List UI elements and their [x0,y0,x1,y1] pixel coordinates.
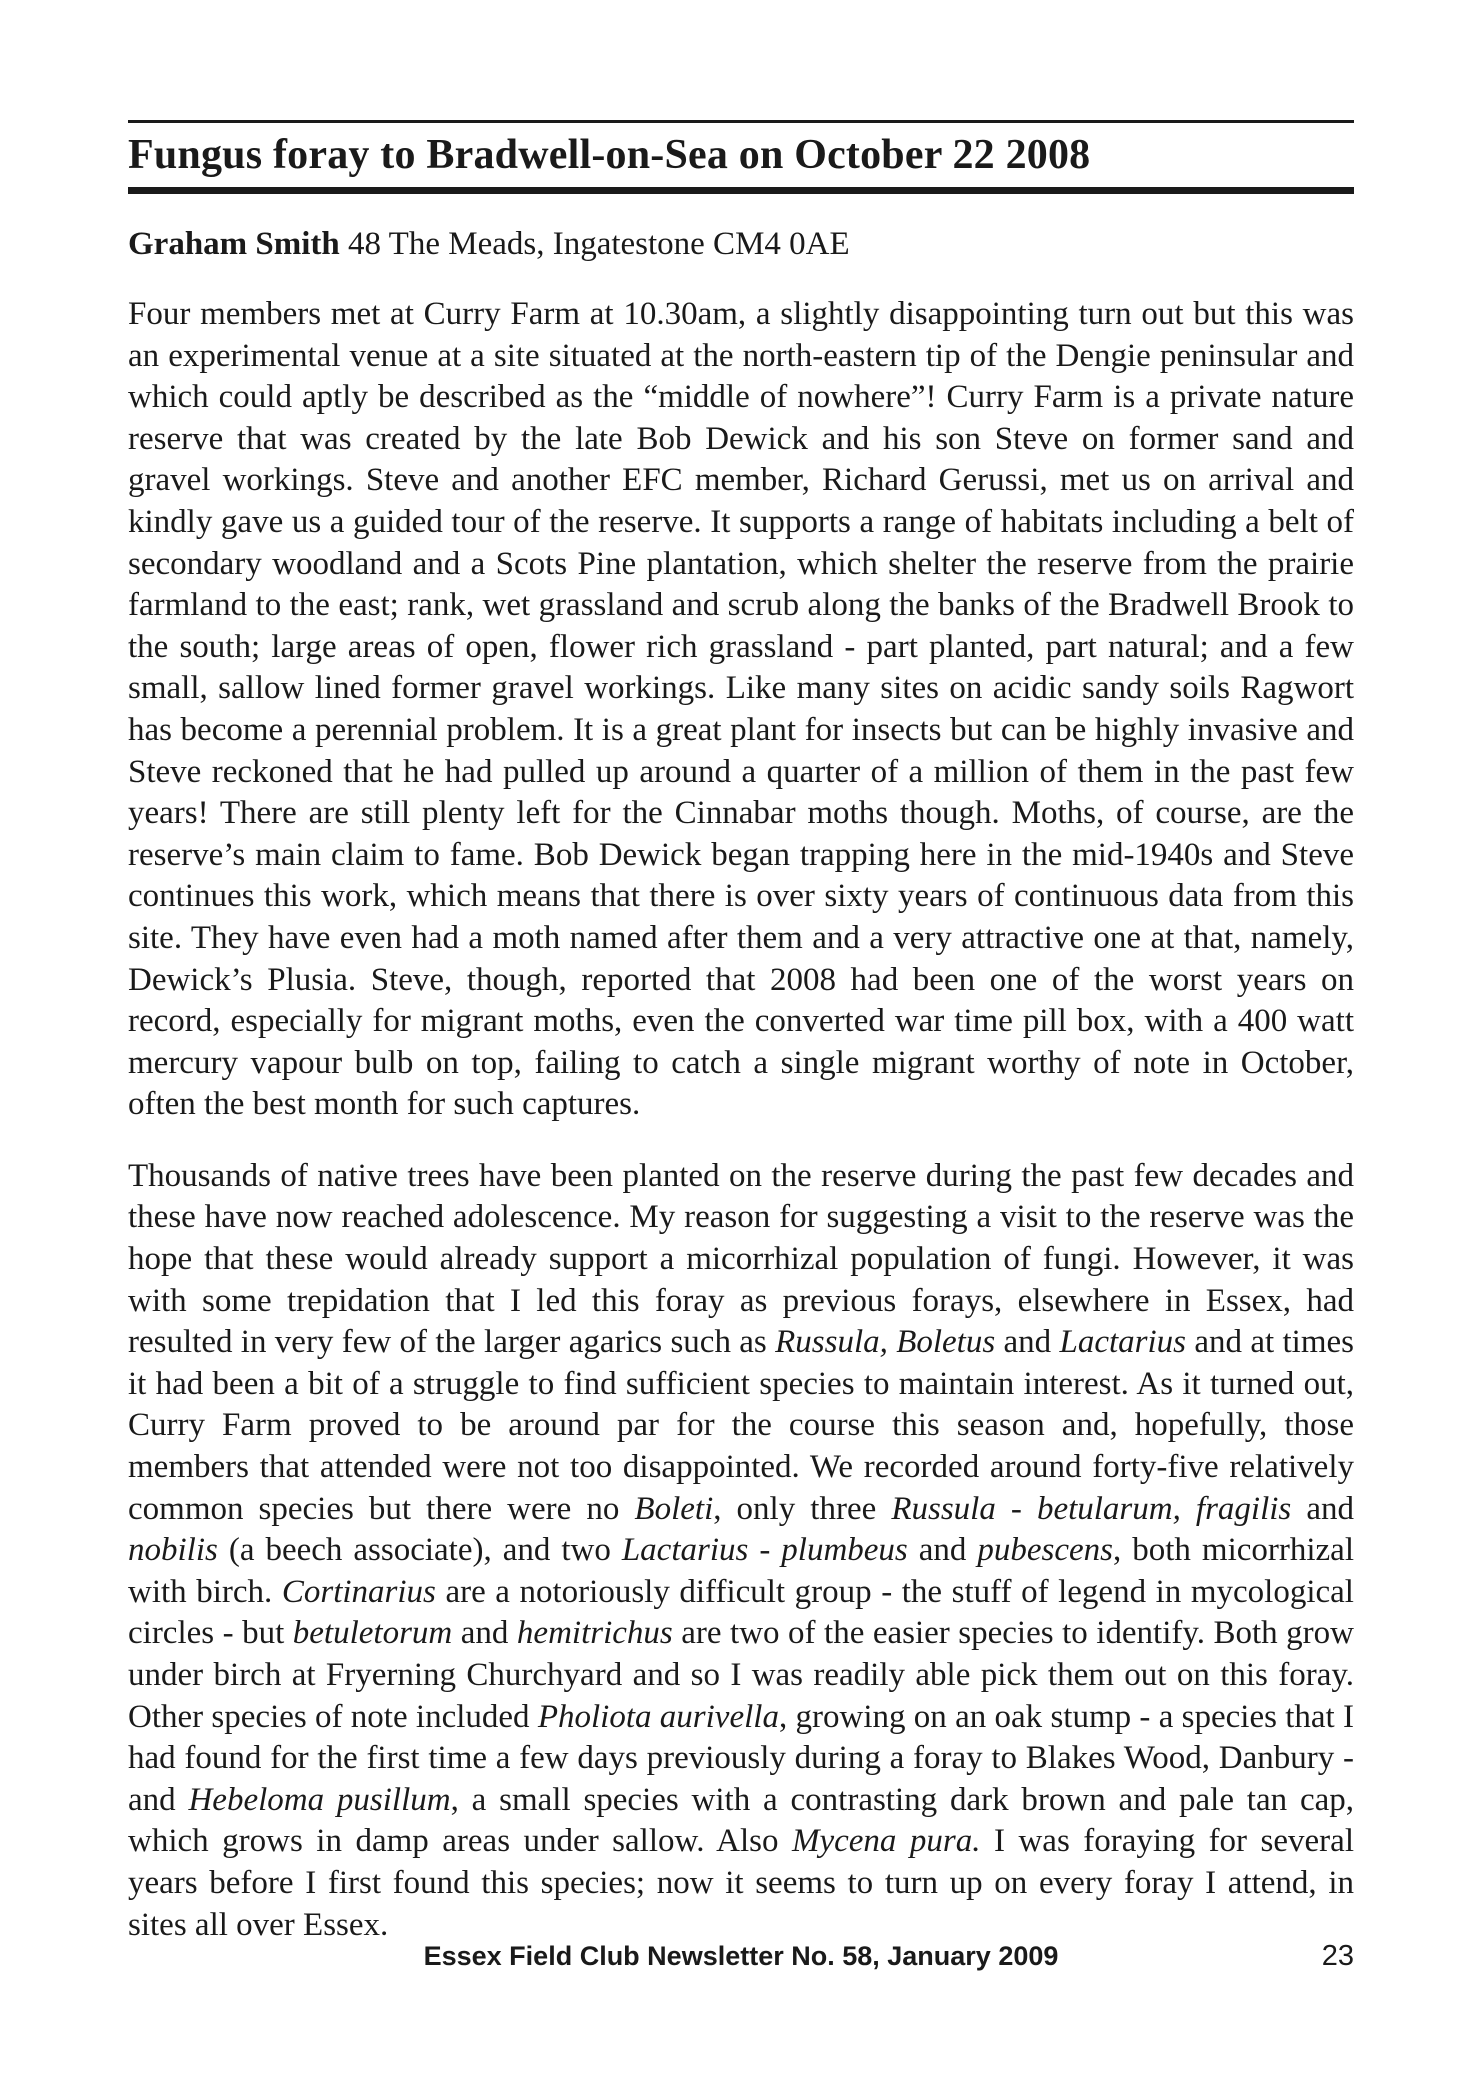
text-run: I was foraying for several years before I first found this species; now it seems to turn up on every foray I attend, in sites all over Essex. [128,1823,1354,1943]
species-name: Hebeloma pusillum [188,1781,451,1818]
text-run: , growing on an oak stump - a species that I had found for the first time a few days previously during a foray to Blakes Wood, Danbury - and [128,1698,1354,1818]
author-line [128,224,1354,264]
paragraph [128,294,1354,1126]
species-name: Boleti [634,1490,714,1527]
author-name: Graham Smith [128,226,340,262]
species-name: Russula, Boletus [775,1324,996,1361]
species-name: Lactarius [1059,1324,1187,1361]
text-run: are two of the easier species to identify. Both grow under birch at Fryerning Churchyard and so I was readily able pick them out on this foray. Other species of note included [128,1615,1354,1735]
text-run: and at times it had been a bit of a struggle to find sufficient species to maintain interest. As it turned out, Curry Farm proved to be around par for the course this season and, hopefully, those members that attended were not too disappointed. We recorded around forty-five relatively common species but there were no [128,1324,1354,1527]
page-number: 23 [1321,1940,1354,1972]
text-run: and [1291,1490,1354,1527]
species-name: Mycena pura. [791,1823,981,1860]
species-name: betuletorum [292,1615,453,1652]
species-name: hemitrichus [516,1615,673,1652]
species-name: pubescens [977,1532,1114,1569]
title-rule-top [128,120,1354,123]
text-run: (a beech associate), and two [217,1532,622,1569]
paragraph [128,1156,1354,1946]
article-page [128,120,1354,1946]
text-run: , both micorrhizal with birch. [128,1532,1355,1610]
article-title: Fungus foray to Bradwell-on-Sea on October 22 2008 [128,132,1091,178]
text-run: and [995,1324,1060,1361]
text-run: Four members met at Curry Farm at 10.30am, a slightly disappointing turn out but this was an experimental venue at a site situated at the north-eastern tip of the Dengie peninsular and which could aptly be described as the “middle of nowhere”! Curry Farm is a private nature reserve that was created by the late Bob Dewick and his son Steve on former sand and gravel workings. Steve and another EFC member, Richard Gerussi, met us on arrival and kindly gave us a guided tour of the reserve. It supports a range of habitats including a belt of secondary woodland and a Scots Pine plantation, which shelter the reserve from the prairie farmland to the east; rank, wet grassland and scrub along the banks of the Bradwell Brook to the south; large areas of open, flower rich grassland - part planted, part natural; and a few small, sallow lined former gravel workings. Like many sites on acidic sandy soils Ragwort has become a perennial problem. It is a great plant for insects but can be highly invasive and Steve reckoned that he had pulled up around a quarter of a million of them in the past few years! There are still plenty left for the Cinnabar moths though. Moths, of course, are the reserve’s main claim to fame. Bob Dewick began trapping here in the mid-1940s and Steve continues this work, which means that there is over sixty years of continuous data from this site. They have even had a moth named after them and a very attractive one at that, namely, Dewick’s Plusia. Steve, though, reported that 2008 had been one of the worst years on record, especially for migrant moths, even the converted war time pill box, with a 400 watt mercury vapour bulb on top, failing to catch a single migrant worthy of note in October, often the best month for such captures. [128,296,1354,1123]
text-run: , a small species with a contrasting dark brown and pale tan cap, which grows in damp areas under sallow. Also [128,1781,1354,1860]
text-run: and [907,1532,978,1569]
text-run: are a notoriously difficult group - the stuff of legend in mycological circles - but [128,1573,1354,1652]
species-name: nobilis [128,1532,218,1569]
species-name: Cortinarius [281,1573,436,1610]
species-name: Lactarius - plumbeus [621,1532,908,1569]
title-rule-bottom [128,187,1354,194]
species-name: Russula - betularum, fragilis [891,1490,1292,1527]
species-name: Pholiota aurivella [537,1698,779,1735]
publication-info: Essex Field Club Newsletter No. 58, January 2009 [423,1941,1059,1971]
page-footer [128,1936,1354,1976]
author-address: 48 The Meads, Ingatestone CM4 0AE [348,226,850,262]
text-run: Thousands of native trees have been planted on the reserve during the past few decades and these have now reached adolescence. My reason for suggesting a visit to the reserve was the hope that these would already support a micorrhizal population of fungi. However, it was with some trepidation that I led this foray as previous forays, elsewhere in Essex, had resulted in very few of the larger agarics such as [128,1157,1354,1361]
article-body [128,294,1354,1946]
text-run: and [452,1615,517,1652]
text-run: , only three [713,1490,892,1527]
